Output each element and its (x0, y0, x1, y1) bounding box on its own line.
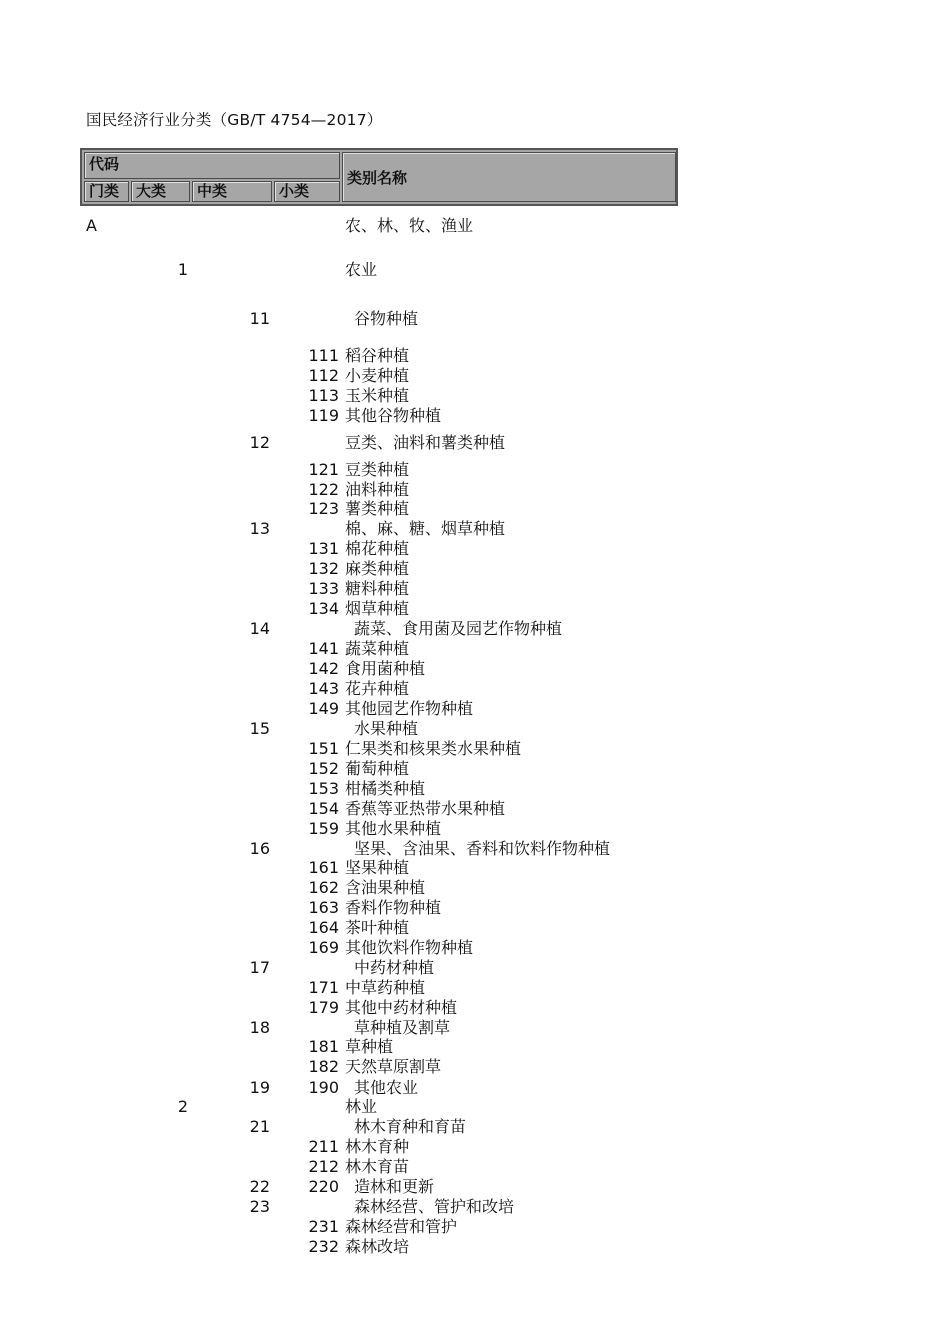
code-xiao: 121 (308, 460, 339, 479)
table-row (0, 406, 950, 426)
category-name: 花卉种植 (345, 679, 410, 698)
table-row (0, 366, 950, 386)
category-name: 水果种植 (354, 719, 419, 738)
category-name: 其他谷物种植 (345, 406, 442, 425)
category-name: 豆类种植 (345, 460, 410, 479)
table-row (0, 699, 950, 719)
category-name: 林木育种和育苗 (354, 1117, 467, 1136)
code-xiao: 122 (308, 480, 339, 499)
code-xiao: 112 (308, 366, 339, 385)
table-row (0, 1078, 950, 1098)
table-row (0, 1137, 950, 1157)
category-name: 蔬菜、食用菌及园艺作物种植 (354, 619, 563, 638)
code-xiao: 133 (308, 579, 339, 598)
category-name: 玉米种植 (345, 386, 410, 405)
table-row (0, 799, 950, 819)
category-name: 仁果类和核果类水果种植 (345, 739, 522, 758)
category-name: 含油果种植 (345, 878, 426, 897)
table-row (0, 998, 950, 1018)
category-name: 农、林、牧、渔业 (345, 216, 474, 235)
code-zhong: 21 (249, 1117, 270, 1136)
code-xiao: 131 (308, 539, 339, 558)
category-name: 其他园艺作物种植 (345, 699, 474, 718)
code-zhong: 23 (249, 1197, 270, 1216)
code-zhong: 18 (249, 1018, 270, 1037)
code-xiao: 211 (308, 1137, 339, 1156)
table-row (0, 719, 950, 739)
table-row (0, 1217, 950, 1237)
header-code: 代码 (84, 152, 340, 179)
category-name: 其他饮料作物种植 (345, 938, 474, 957)
table-row (0, 1197, 950, 1217)
code-xiao: 159 (308, 819, 339, 838)
table-row (0, 559, 950, 579)
category-name: 香蕉等亚热带水果种植 (345, 799, 506, 818)
code-zhong: 12 (249, 433, 270, 452)
code-xiao: 141 (308, 639, 339, 658)
code-zhong: 22 (249, 1177, 270, 1196)
category-name: 林木育种 (345, 1137, 410, 1156)
table-row (0, 619, 950, 639)
table-row (0, 260, 950, 280)
code-xiao: 149 (308, 699, 339, 718)
code-xiao: 154 (308, 799, 339, 818)
category-name: 天然草原割草 (345, 1057, 442, 1076)
category-name: 中药材种植 (354, 958, 435, 977)
category-name: 薯类种植 (345, 499, 410, 518)
code-xiao: 181 (308, 1037, 339, 1056)
category-name: 柑橘类种植 (345, 779, 426, 798)
code-xiao: 171 (308, 978, 339, 997)
header-zhong: 中类 (192, 181, 272, 202)
table-row (0, 639, 950, 659)
category-name: 葡萄种植 (345, 759, 410, 778)
document-title: 国民经济行业分类（GB/T 4754—2017） (86, 111, 383, 129)
category-name: 稻谷种植 (345, 346, 410, 365)
category-name: 草种植 (345, 1037, 394, 1056)
table-row (0, 1117, 950, 1137)
header-men: 门类 (84, 181, 129, 202)
category-name: 其他水果种植 (345, 819, 442, 838)
category-name: 棉、麻、糖、烟草种植 (345, 519, 506, 538)
code-xiao: 162 (308, 878, 339, 897)
category-name: 棉花种植 (345, 539, 410, 558)
code-xiao: 119 (308, 406, 339, 425)
table-row (0, 739, 950, 759)
code-xiao: 143 (308, 679, 339, 698)
table-row (0, 386, 950, 406)
table-row (0, 898, 950, 918)
table-row (0, 1237, 950, 1257)
code-xiao: 163 (308, 898, 339, 917)
category-name: 林业 (345, 1097, 378, 1116)
code-xiao: 231 (308, 1217, 339, 1236)
category-name: 造林和更新 (354, 1177, 435, 1196)
code-xiao: 212 (308, 1157, 339, 1176)
code-xiao: 113 (308, 386, 339, 405)
table-row (0, 1157, 950, 1177)
table-row (0, 1057, 950, 1077)
code-xiao: 232 (308, 1237, 339, 1256)
table-row (0, 978, 950, 998)
code-xiao: 179 (308, 998, 339, 1017)
code-xiao: 164 (308, 918, 339, 937)
table-row (0, 346, 950, 366)
table-row (0, 579, 950, 599)
table-row (0, 460, 950, 480)
table-row (0, 539, 950, 559)
code-xiao: 182 (308, 1057, 339, 1076)
table-row (0, 659, 950, 679)
table-row (0, 1097, 950, 1117)
table-row (0, 858, 950, 878)
code-xiao: 153 (308, 779, 339, 798)
table-row (0, 918, 950, 938)
category-name: 麻类种植 (345, 559, 410, 578)
category-name: 蔬菜种植 (345, 639, 410, 658)
code-xiao: 190 (308, 1078, 339, 1097)
category-name: 油料种植 (345, 480, 410, 499)
code-zhong: 15 (249, 719, 270, 738)
category-name: 中草药种植 (345, 978, 426, 997)
category-name: 坚果、含油果、香料和饮料作物种植 (354, 839, 611, 858)
category-name: 茶叶种植 (345, 918, 410, 937)
code-xiao: 169 (308, 938, 339, 957)
category-name: 烟草种植 (345, 599, 410, 618)
category-name: 草种植及割草 (354, 1018, 451, 1037)
category-name: 豆类、油料和薯类种植 (345, 433, 506, 452)
table-row (0, 480, 950, 500)
table-row (0, 819, 950, 839)
table-row (0, 679, 950, 699)
category-name: 农业 (345, 260, 378, 279)
code-xiao: 220 (308, 1177, 339, 1196)
code-xiao: 132 (308, 559, 339, 578)
category-name: 食用菌种植 (345, 659, 426, 678)
table-row (0, 938, 950, 958)
category-name: 森林改培 (345, 1237, 410, 1256)
header-name: 类别名称 (342, 152, 676, 202)
category-name: 森林经营和管护 (345, 1217, 458, 1236)
category-name: 谷物种植 (354, 309, 419, 328)
table-row (0, 958, 950, 978)
code-xiao: 152 (308, 759, 339, 778)
table-row (0, 878, 950, 898)
table-row (0, 779, 950, 799)
code-zhong: 14 (249, 619, 270, 638)
table-row (0, 519, 950, 539)
table-header (80, 148, 678, 206)
code-da: 1 (177, 260, 188, 279)
category-name: 林木育苗 (345, 1157, 410, 1176)
category-name: 坚果种植 (345, 858, 410, 877)
table-row (0, 433, 950, 453)
code-xiao: 142 (308, 659, 339, 678)
code-zhong: 16 (249, 839, 270, 858)
code-xiao: 151 (308, 739, 339, 758)
header-da: 大类 (131, 181, 190, 202)
header-xiao: 小类 (274, 181, 340, 202)
table-row (0, 216, 950, 236)
category-name: 糖料种植 (345, 579, 410, 598)
code-da: 2 (177, 1097, 188, 1116)
category-name: 小麦种植 (345, 366, 410, 385)
code-xiao: 161 (308, 858, 339, 877)
code-zhong: 17 (249, 958, 270, 977)
table-row (0, 499, 950, 519)
category-name: 其他中药材种植 (345, 998, 458, 1017)
category-name: 其他农业 (354, 1078, 419, 1097)
code-zhong: 13 (249, 519, 270, 538)
code-xiao: 111 (308, 346, 339, 365)
code-xiao: 134 (308, 599, 339, 618)
category-name: 森林经营、管护和改培 (354, 1197, 515, 1216)
code-men: A (86, 216, 97, 235)
table-row (0, 759, 950, 779)
table-row (0, 1177, 950, 1197)
code-xiao: 123 (308, 499, 339, 518)
table-row (0, 599, 950, 619)
code-zhong: 11 (249, 309, 270, 328)
table-row (0, 839, 950, 859)
table-row (0, 309, 950, 329)
table-row (0, 1037, 950, 1057)
table-row (0, 1018, 950, 1038)
category-name: 香料作物种植 (345, 898, 442, 917)
code-zhong: 19 (249, 1078, 270, 1097)
